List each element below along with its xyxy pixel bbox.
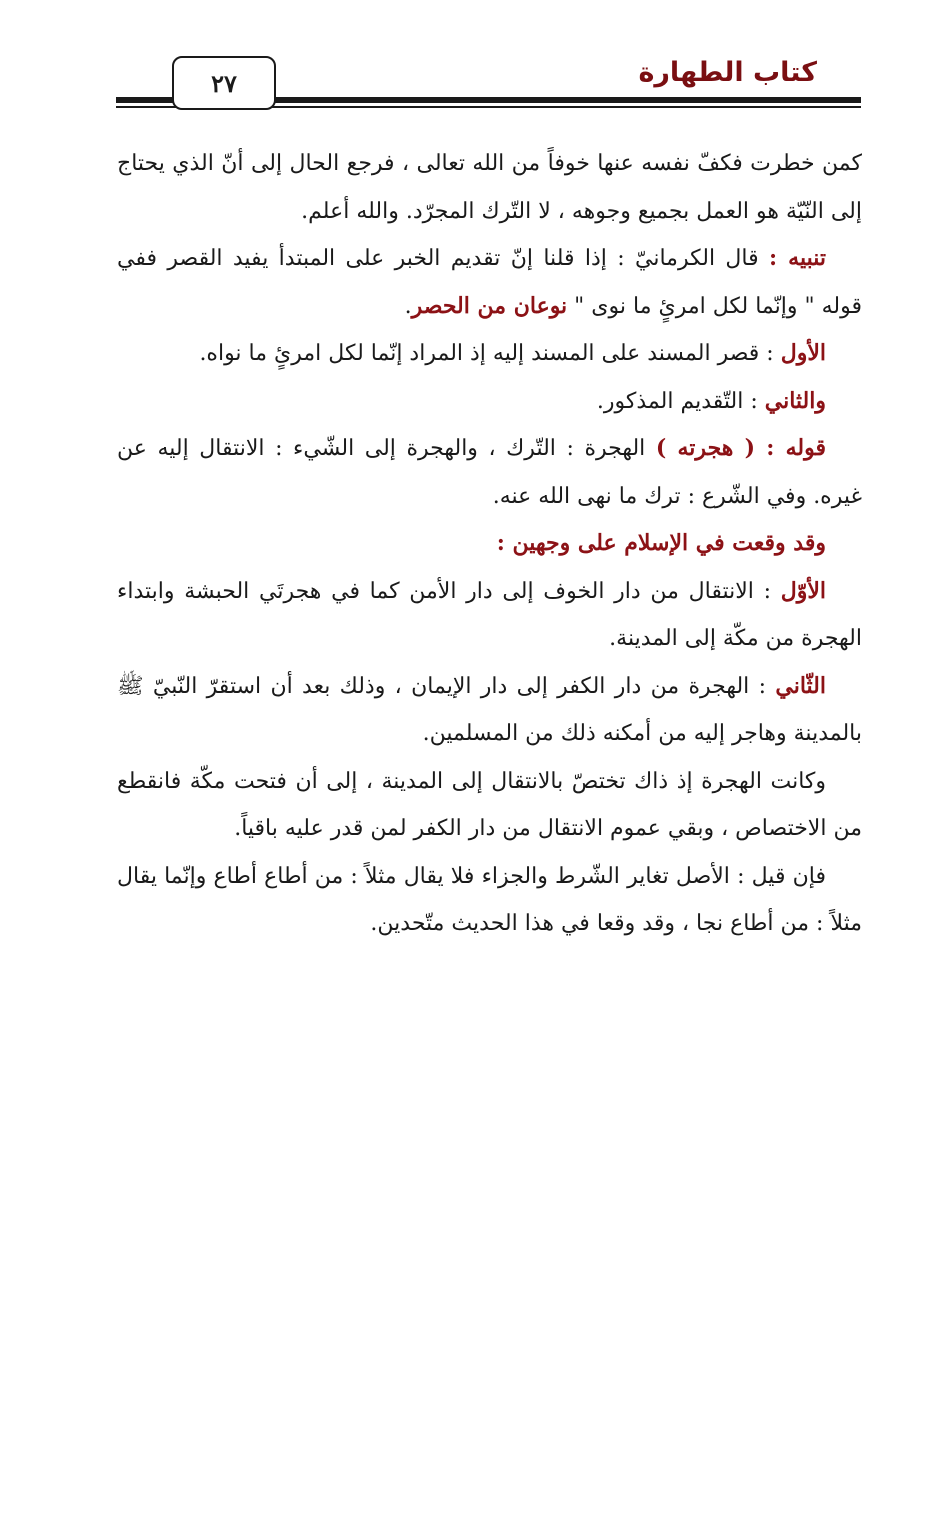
- awwal-text: : الانتقال من دار الخوف إلى دار الأمن كما في هجرتَي الحبشة وابتداء الهجرة من مكّة إلى المدينة.: [117, 578, 862, 651]
- paragraph-qawluhu: [117, 425, 862, 520]
- page-number: ٢٧: [172, 56, 276, 110]
- first-text: : قصر المسند على المسند إليه إذ المراد إنّما لكل امرئٍ ما نواه.: [199, 341, 781, 366]
- page-body: [117, 140, 862, 948]
- paragraph-thani: [117, 663, 862, 758]
- paragraph-second: [117, 378, 862, 426]
- thani-label: الثّاني: [775, 672, 826, 699]
- book-title: كتاب الطهارة: [638, 57, 817, 88]
- thani-text: : الهجرة من دار الكفر إلى دار الإيمان ، وذلك بعد أن استقرّ النّبيّ ﷺ بالمدينة وهاجر إليه من أمكنه ذلك من المسلمين.: [117, 673, 862, 746]
- paragraph-1: كمن خطرت فكفّ نفسه عنها خوفاً من الله تعالى ، فرجع الحال إلى أنّ الذي يحتاج إلى النّيّة هو العمل بجميع وجوهه ، لا التّرك المجرّد. والله أعلم.: [117, 151, 862, 224]
- awwal-label: الأوّل: [780, 577, 826, 604]
- tanbih-label: تنبيه :: [769, 245, 827, 271]
- first-label: الأول: [780, 340, 826, 366]
- tanbih-text: قال الكرمانيّ : إذا قلنا إنّ تقديم الخبر على المبتدأ يفيد القصر ففي قوله " وإنّما لكل امرئٍ ما نوى ": [117, 246, 862, 319]
- paragraph-in-qila: فإن قيل : الأصل تغاير الشّرط والجزاء فلا يقال مثلاً : من أطاع أطاع وإنّما يقال مثلاً : من أطاع نجا ، وقد وقعا في هذا الحديث متّحدين.: [117, 863, 862, 936]
- qawluhu-text: الهجرة : التّرك ، والهجرة إلى الشّيء : الانتقال إليه عن غيره. وفي الشّرع : ترك ما نهى الله عنه.: [117, 436, 862, 509]
- qawluhu-label: قوله : ( هجرته ): [655, 435, 826, 461]
- paragraph-hijra: وكانت الهجرة إذ ذاك تختصّ بالانتقال إلى المدينة ، إلى أن فتحت مكّة فانقطع من الاختصاص ، وبقي عموم الانتقال من دار الكفر لمن قدر عليه باقياً.: [117, 768, 862, 841]
- second-label: والثاني: [764, 387, 826, 414]
- tanbih-end: .: [404, 293, 412, 319]
- paragraph-first: [117, 330, 862, 378]
- paragraph-awwal: [117, 568, 862, 663]
- page-header: [116, 52, 861, 110]
- tanbih-highlight: نوعان من الحصر: [411, 292, 568, 319]
- second-text: : التّقديم المذكور.: [596, 388, 765, 414]
- paragraph-tanbih: [117, 235, 862, 330]
- section-heading: وقد وقعت في الإسلام على وجهين :: [496, 530, 826, 556]
